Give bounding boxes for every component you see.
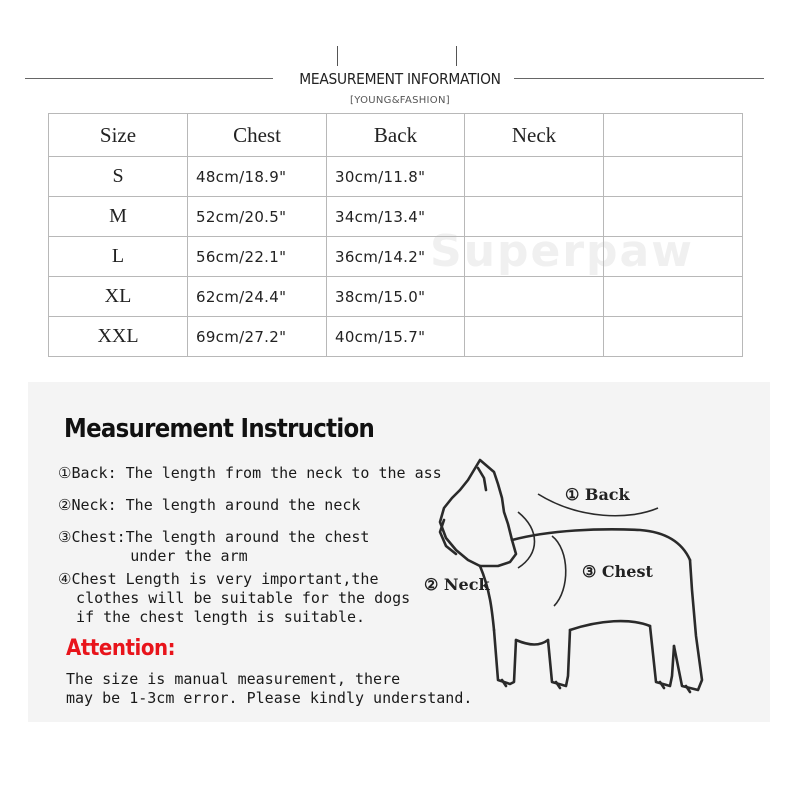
extra-cell: [604, 317, 743, 357]
column-header-chest: Chest: [188, 114, 327, 157]
size-chart-table: [48, 113, 743, 357]
extra-cell: [604, 277, 743, 317]
back-cell: 38cm/15.0": [327, 277, 465, 317]
chest-cell: 48cm/18.9": [188, 157, 327, 197]
table-row: [49, 317, 743, 357]
neck-cell: [465, 197, 604, 237]
size-cell: S: [49, 157, 188, 197]
size-cell: L: [49, 237, 188, 277]
neck-cell: [465, 277, 604, 317]
chest-cell: 62cm/24.4": [188, 277, 327, 317]
chest-cell: 56cm/22.1": [188, 237, 327, 277]
table-row: [49, 197, 743, 237]
extra-cell: [604, 237, 743, 277]
column-header-extra: [604, 114, 743, 157]
table-row: [49, 277, 743, 317]
header-subtitle: [YOUNG&FASHION]: [350, 95, 450, 106]
column-header-neck: Neck: [465, 114, 604, 157]
size-cell: XL: [49, 277, 188, 317]
instruction-item-chest: ③Chest:The length around the chest: [58, 528, 370, 546]
chest-cell: 69cm/27.2": [188, 317, 327, 357]
back-cell: 36cm/14.2": [327, 237, 465, 277]
size-cell: XXL: [49, 317, 188, 357]
header-tick-right: [456, 46, 457, 66]
attention-label: Attention:: [66, 636, 176, 661]
extra-cell: [604, 157, 743, 197]
back-cell: 30cm/11.8": [327, 157, 465, 197]
neck-cell: [465, 237, 604, 277]
back-cell: 40cm/15.7": [327, 317, 465, 357]
header-rule-right: [514, 78, 764, 79]
instruction-item-neck: ②Neck: The length around the neck: [58, 496, 361, 514]
header-rule-left: [25, 78, 273, 79]
diagram-label-chest: ③ Chest: [582, 562, 653, 581]
instruction-item-chest-cont: under the arm: [58, 547, 248, 565]
extra-cell: [604, 197, 743, 237]
instruction-item-length-cont1: clothes will be suitable for the dogs: [58, 589, 411, 607]
attention-note-line1: The size is manual measurement, there: [66, 670, 401, 688]
back-cell: 34cm/13.4": [327, 197, 465, 237]
table-row: [49, 237, 743, 277]
diagram-label-back: ① Back: [565, 485, 630, 504]
table-row: [49, 157, 743, 197]
instruction-item-length: ④Chest Length is very important,the: [58, 570, 379, 588]
header-title: MEASUREMENT INFORMATION: [299, 70, 501, 88]
diagram-label-neck: ② Neck: [424, 575, 490, 594]
column-header-size: Size: [49, 114, 188, 157]
table-header-row: [49, 114, 743, 157]
attention-note-line2: may be 1-3cm error. Please kindly understand.: [66, 689, 473, 707]
column-header-back: Back: [327, 114, 465, 157]
brand-watermark: Superpaw: [430, 226, 694, 277]
header-tick-left: [337, 46, 338, 66]
size-cell: M: [49, 197, 188, 237]
instruction-title: Measurement Instruction: [64, 414, 375, 444]
neck-cell: [465, 157, 604, 197]
neck-cell: [465, 317, 604, 357]
instruction-item-length-cont2: if the chest length is suitable.: [58, 608, 366, 626]
instruction-item-back: ①Back: The length from the neck to the ass: [58, 464, 442, 482]
chest-cell: 52cm/20.5": [188, 197, 327, 237]
